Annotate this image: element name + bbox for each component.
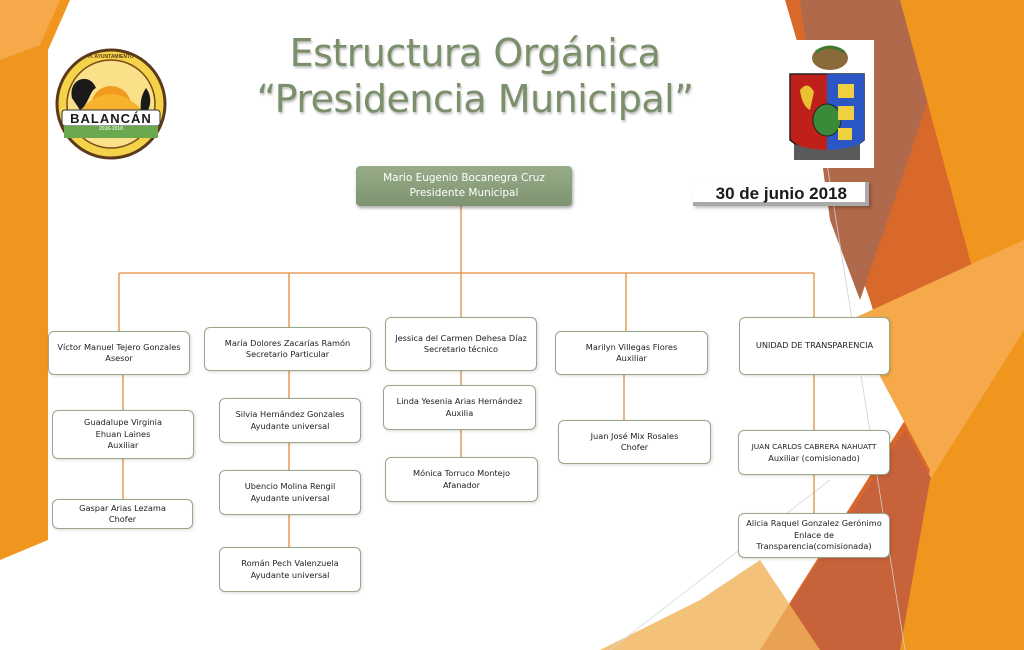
org-node-auxiliar-col1 — [52, 410, 194, 459]
node-role: Auxiliar — [616, 353, 647, 363]
node-role: Auxilia — [445, 407, 474, 418]
node-name: Ubencio Molina Rengil — [244, 481, 336, 491]
node-name: JUAN CARLOS CABRERA NAHUATT — [751, 442, 877, 451]
logo-left-years: 2016-2018 — [99, 126, 123, 132]
org-node-unidad-transparencia — [739, 317, 890, 375]
org-node-auxiliar-comisionado — [738, 430, 890, 475]
org-node-enlace-transparencia — [738, 513, 890, 558]
node-name: Marilyn Villegas Flores — [585, 341, 678, 352]
node-name: Mario Eugenio Bocanegra Cruz — [383, 172, 545, 184]
org-node-chofer-col4 — [558, 420, 711, 464]
org-node-presidente — [356, 166, 572, 206]
node-name: Román Pech Valenzuela — [241, 558, 339, 568]
node-role: Enlace de Transparencia(comisionada) — [756, 529, 872, 552]
node-name: Juan José Mix Rosales — [590, 430, 679, 441]
node-name: UNIDAD DE TRANSPARENCIA — [755, 340, 874, 351]
node-role: Ayudante universal — [250, 420, 330, 431]
node-role: Secretario Particular — [245, 349, 330, 359]
page-title-line2: “Presidencia Municipal” — [256, 77, 694, 121]
node-name: Alicia Raquel Gonzalez Gerónimo — [746, 518, 882, 529]
node-role: Secretario técnico — [423, 344, 499, 354]
org-node-ayudante-3 — [219, 547, 361, 592]
node-name: Víctor Manuel Tejero Gonzales — [57, 341, 181, 352]
node-role: Auxiliar — [107, 440, 139, 451]
org-node-chofer-col1 — [52, 499, 193, 529]
node-name: Jessica del Carmen Dehesa Díaz — [395, 332, 527, 343]
node-role: Chofer — [108, 514, 137, 524]
node-name: Linda Yesenia Arias Hernández — [396, 396, 523, 406]
node-role: Ayudante universal — [250, 569, 330, 580]
node-role: Presidente Municipal — [409, 187, 519, 199]
node-name: María Dolores Zacarías Ramón — [224, 337, 351, 348]
node-role: Afanador — [443, 479, 480, 490]
page-title-line1: Estructura Orgánica — [289, 31, 661, 75]
node-role: Ayudante universal — [250, 492, 330, 503]
node-role: Chofer — [620, 442, 649, 452]
org-node-afanador — [385, 457, 538, 502]
node-name: Gaspar Arias Lezama — [79, 502, 166, 513]
node-name: Guadalupe Virginia Ehuan Laines — [84, 417, 162, 439]
org-node-secretario-particular — [204, 327, 371, 371]
logo-left-name: BALANCÁN — [70, 111, 152, 126]
org-node-secretario-tecnico — [385, 317, 537, 371]
org-node-ayudante-2 — [219, 470, 361, 515]
org-node-auxiliar-col4 — [555, 331, 708, 375]
org-node-asesor — [48, 331, 190, 375]
org-node-ayudante-1 — [219, 398, 361, 443]
node-name: Mónica Torruco Montejo — [413, 468, 510, 478]
node-role: Auxiliar (comisionado) — [768, 452, 860, 463]
node-name: Silvia Hernández Gonzales — [235, 409, 345, 419]
date-label: 30 de junio 2018 — [693, 182, 869, 206]
org-node-auxilia — [383, 385, 536, 430]
node-role: Asesor — [105, 353, 133, 363]
logo-left-top: H. AYUNTAMIENTO — [88, 54, 134, 60]
